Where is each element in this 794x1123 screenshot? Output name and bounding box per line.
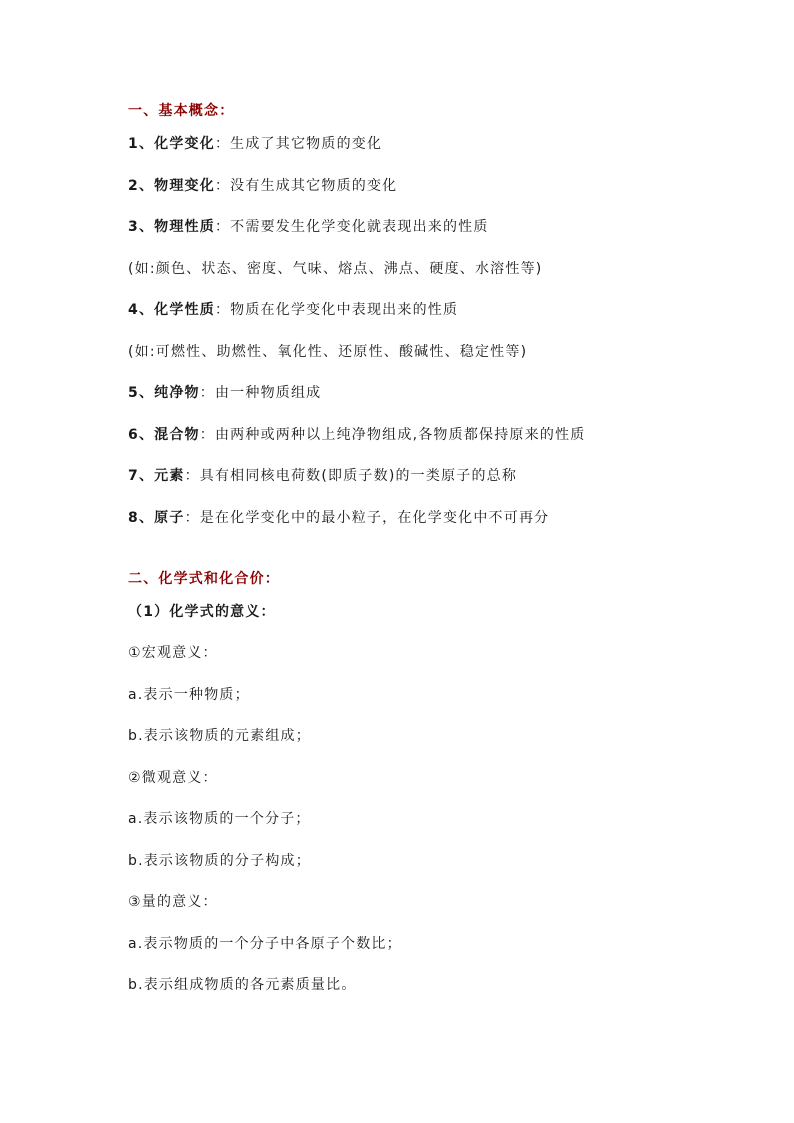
item-prefix: 8、	[128, 510, 155, 526]
section1-heading: 一、基本概念：	[128, 103, 235, 119]
meaning-line: ②微观意义：	[128, 770, 218, 786]
item-term: 元素	[154, 468, 185, 484]
item-prefix: 4、	[128, 302, 155, 318]
item-prefix: 3、	[128, 219, 155, 235]
definition-line	[128, 467, 517, 485]
item-text: ：不需要发生化学变化就表现出来的性质	[214, 219, 489, 235]
definition-line	[128, 301, 458, 319]
meaning-line: ③量的意义：	[128, 894, 218, 910]
meaning-line: b.表示组成物质的各元素质量比。	[128, 977, 357, 993]
item-prefix: 7、	[128, 468, 155, 484]
definition-line	[128, 177, 397, 195]
definition-line	[128, 384, 321, 402]
item-term: 化学变化	[154, 136, 215, 152]
meaning-line: ①宏观意义：	[128, 645, 218, 661]
meaning-line: a.表示物质的一个分子中各原子个数比；	[128, 936, 402, 952]
item-text: ：由一种物质组成	[199, 385, 322, 401]
item-prefix: 5、	[128, 385, 155, 401]
meaning-line: a.表示该物质的一个分子；	[128, 811, 311, 827]
item-text: ：具有相同核电荷数(即质子数)的一类原子的总称	[184, 468, 518, 484]
item-prefix: 2、	[128, 178, 155, 194]
definition-line	[128, 218, 489, 236]
note-line: (如:可燃性、助燃性、氧化性、还原性、酸碱性、稳定性等)	[128, 344, 528, 360]
item-text: ：生成了其它物质的变化	[214, 136, 383, 152]
item-prefix: 6、	[128, 427, 155, 443]
item-text: ：是在化学变化中的最小粒子，在化学变化中不可再分	[184, 510, 550, 526]
definition-line	[128, 135, 382, 153]
item-term: 纯净物	[154, 385, 200, 401]
item-term: 混合物	[154, 427, 200, 443]
definition-line	[128, 509, 549, 527]
item-text: ：没有生成其它物质的变化	[214, 178, 398, 194]
meaning-line: b.表示该物质的元素组成；	[128, 728, 311, 744]
note-line: (如:颜色、状态、密度、气味、熔点、沸点、硬度、水溶性等)	[128, 261, 543, 277]
item-text: ：由两种或两种以上纯净物组成,各物质都保持原来的性质	[199, 427, 586, 443]
meaning-line: b.表示该物质的分子构成；	[128, 853, 311, 869]
item-term: 原子	[154, 510, 185, 526]
item-term: 物理性质	[154, 219, 215, 235]
item-term: 物理变化	[154, 178, 215, 194]
item-term: 化学性质	[154, 302, 215, 318]
section2-subheading: （1）化学式的意义：	[128, 604, 276, 620]
item-prefix: 1、	[128, 136, 155, 152]
definition-line	[128, 426, 585, 444]
item-text: ：物质在化学变化中表现出来的性质	[214, 302, 459, 318]
section2-heading: 二、化学式和化合价：	[128, 571, 280, 587]
meaning-line: a.表示一种物质；	[128, 687, 250, 703]
